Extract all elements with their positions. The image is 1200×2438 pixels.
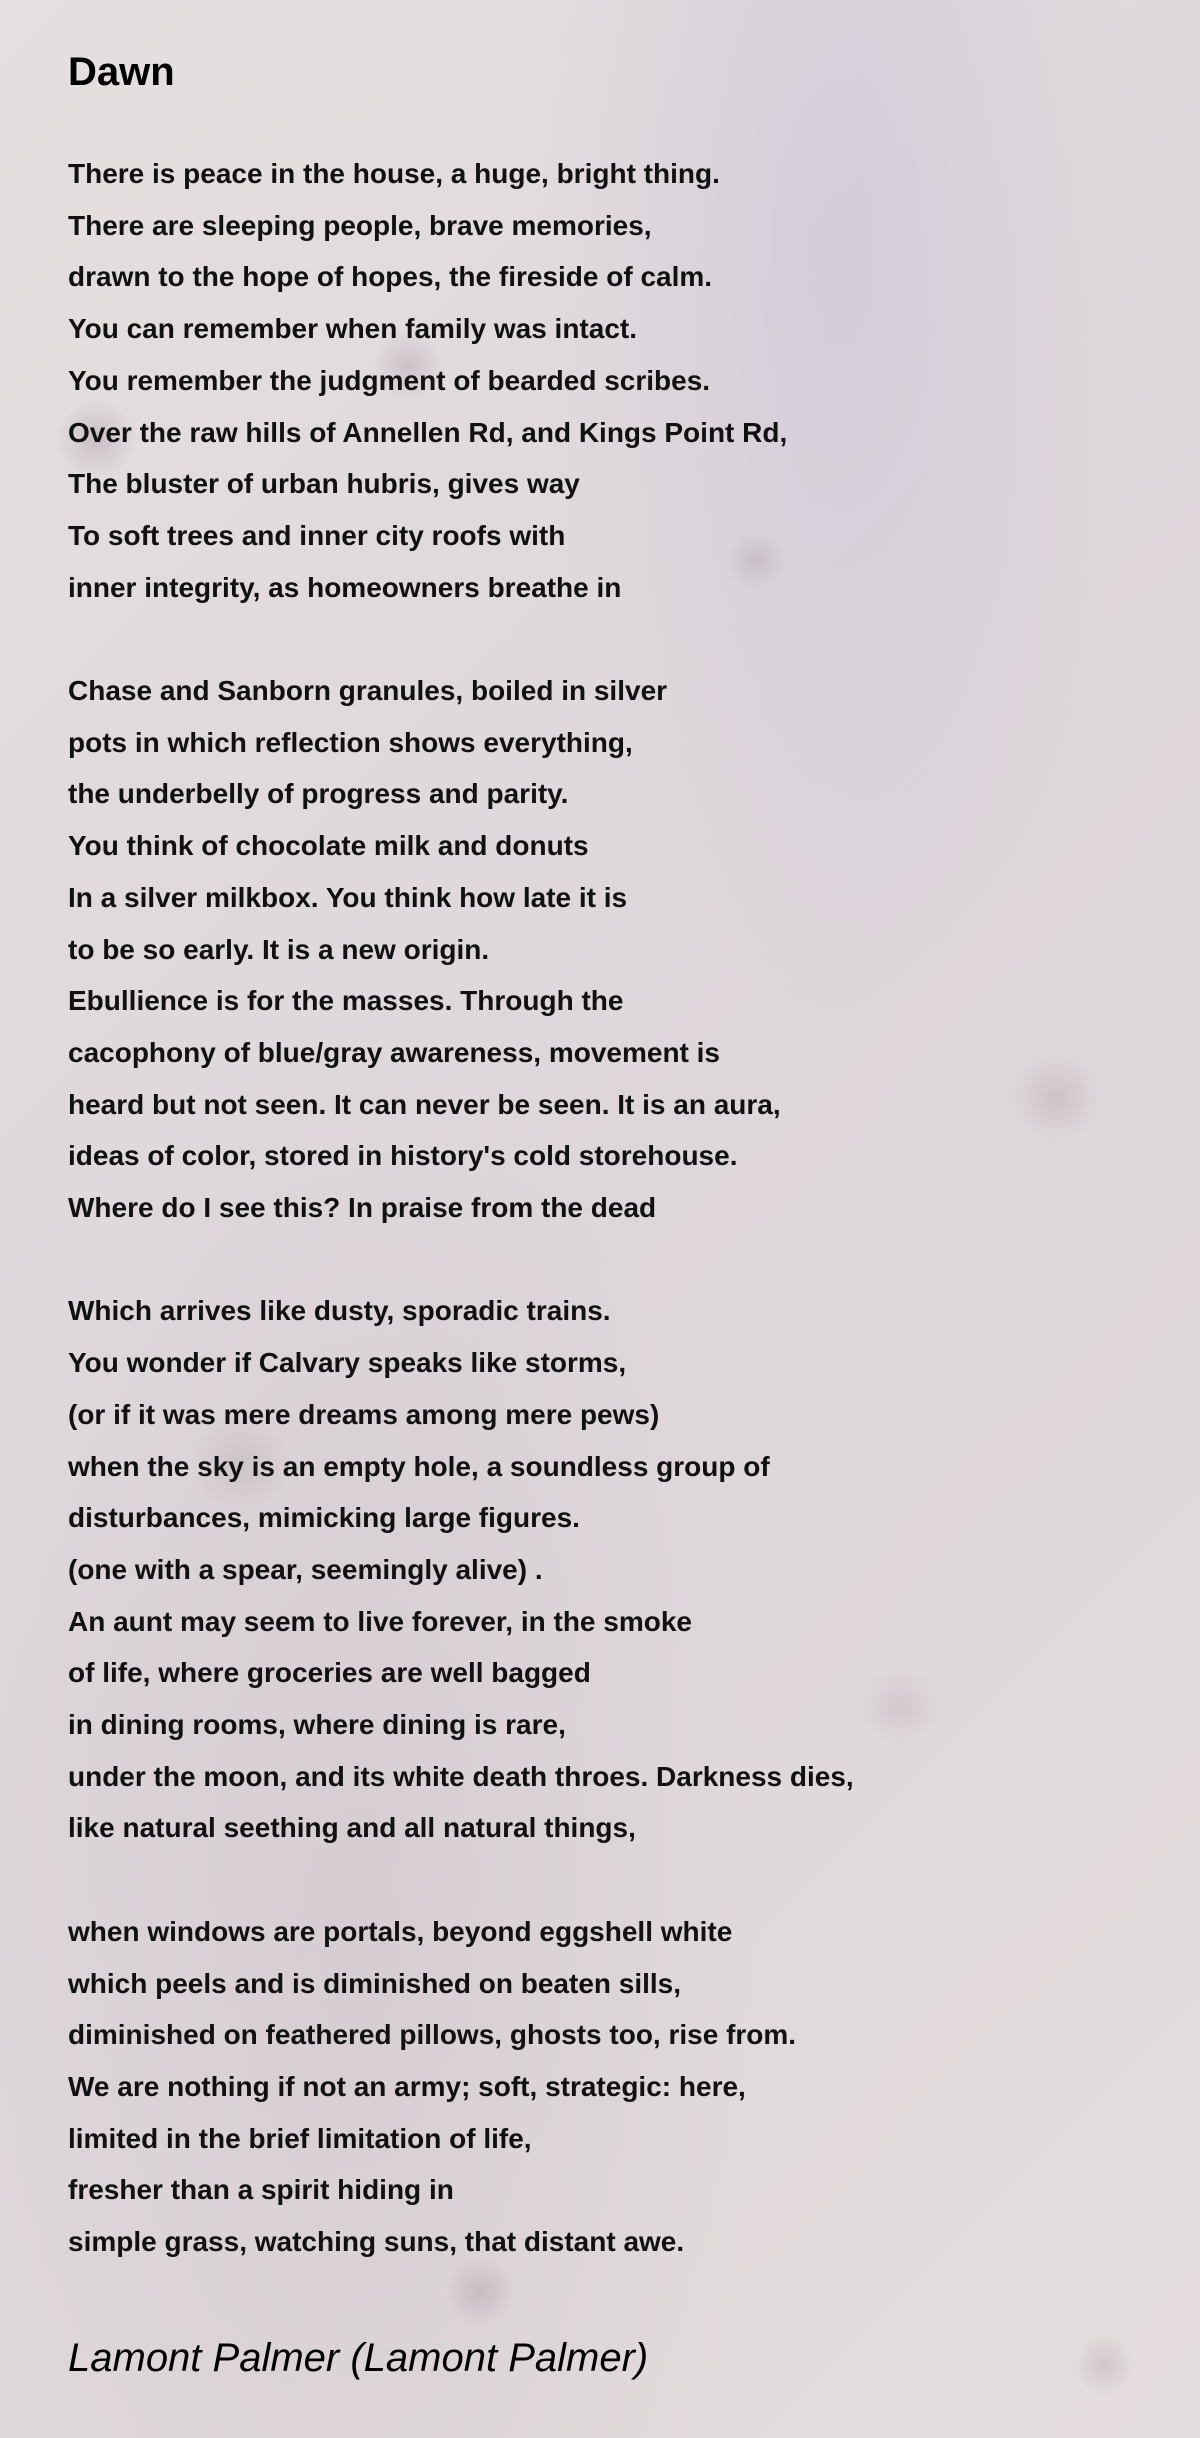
poem-line: which peels and is diminished on beaten sills, [68,1967,682,1999]
poem-line: in dining rooms, where dining is rare, [68,1709,566,1741]
poem-line: under the moon, and its white death throes. Darkness dies, [68,1760,854,1792]
poem-line: You can remember when family was intact. [68,313,637,345]
poem-line: inner integrity, as homeowners breathe in [68,571,622,603]
stanza [68,1906,854,2268]
poem-line: To soft trees and inner city roofs with [68,519,566,551]
poem-line: ideas of color, stored in history's cold storehouse. [68,1140,738,1172]
stanza [68,1285,854,1854]
poem-line: fresher than a spirit hiding in [68,2174,454,2206]
poem-author: Lamont Palmer (Lamont Palmer) [68,2336,649,2380]
poem-line: when windows are portals, beyond eggshell white [68,1915,733,1947]
poem-line: limited in the brief limitation of life, [68,2122,532,2154]
poem-line: of life, where groceries are well bagged [68,1657,591,1689]
poem-line: An aunt may seem to live forever, in the smoke [68,1605,692,1637]
poem-line: You think of chocolate milk and donuts [68,830,589,862]
poem-line: disturbances, mimicking large figures. [68,1502,580,1534]
poem-line: There are sleeping people, brave memories, [68,209,652,241]
poem-line: Which arrives like dusty, sporadic trains. [68,1295,611,1327]
poem-line: like natural seething and all natural things, [68,1812,636,1844]
poem-line: diminished on feathered pillows, ghosts too, rise from. [68,2019,797,2051]
poem-line: pots in which reflection shows everything, [68,726,633,758]
poem-line: Where do I see this? In praise from the dead [68,1192,657,1224]
poem-line: Over the raw hills of Annellen Rd, and Kings Point Rd, [68,416,788,448]
poem-line: You remember the judgment of bearded scribes. [68,364,711,396]
poem-line: In a silver milkbox. You think how late it is [68,881,628,913]
poem-line: There is peace in the house, a huge, bright thing. [68,158,720,189]
stanza [68,665,854,1234]
poem-line: simple grass, watching suns, that distant awe. [68,2226,685,2258]
poem-line: the underbelly of progress and parity. [68,778,569,810]
poem-line: cacophony of blue/gray awareness, movement is [68,1036,720,1068]
poem-title: Dawn [68,50,175,94]
poem-line: to be so early. It is a new origin. [68,933,490,965]
poem-line: (one with a spear, seemingly alive) . [68,1553,543,1585]
poem-line: The bluster of urban hubris, gives way [68,468,580,500]
poem-line: heard but not seen. It can never be seen. It is an aura, [68,1088,781,1120]
poem-line: You wonder if Calvary speaks like storms, [68,1347,627,1379]
poem-line: Ebullience is for the masses. Through the [68,985,624,1017]
stanza [68,148,854,613]
poem-line: when the sky is an empty hole, a soundless group of [68,1450,770,1482]
poem-line: We are nothing if not an army; soft, strategic: here, [68,2070,746,2102]
poem-body [68,148,854,2319]
poem-line: drawn to the hope of hopes, the fireside of calm. [68,261,713,293]
poem-line: (or if it was mere dreams among mere pews) [68,1398,660,1430]
poem-line: Chase and Sanborn granules, boiled in silver [68,675,668,707]
